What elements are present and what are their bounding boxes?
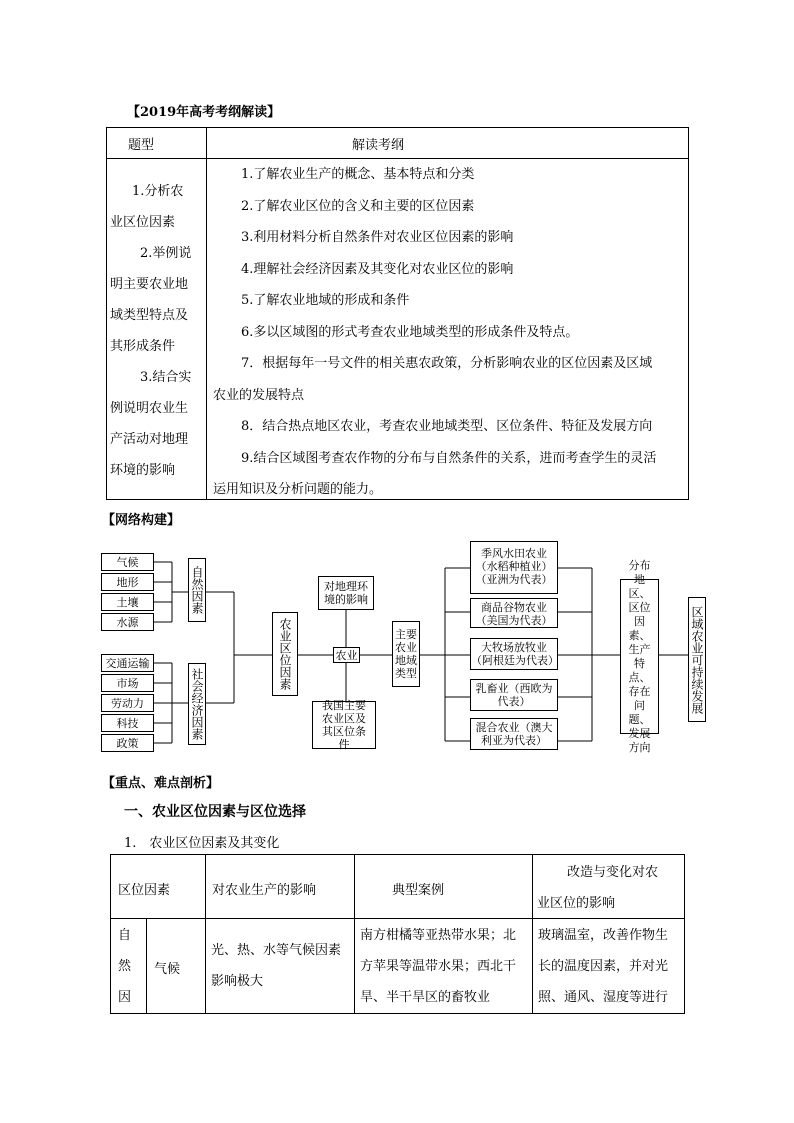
- social-factors-group: 社会经济因素: [188, 663, 206, 745]
- type-mixed: 混合农业（澳大 利亚为代表）: [470, 718, 558, 750]
- th-factor: 区位因素: [118, 883, 171, 898]
- factor-policy: 政策: [101, 734, 154, 752]
- factor-market: 市场: [101, 674, 154, 692]
- td-climate: 气候: [154, 962, 181, 977]
- features-box: 分布地区、区位因素、生产特点、存在问题、发展方向: [620, 579, 659, 734]
- syllabus-item: 2.了解农业区位的含义和主要的区位因素: [241, 198, 475, 214]
- syllabus-item: 农业的发展特点: [213, 387, 305, 403]
- network-heading: 【网络构建】: [102, 513, 181, 528]
- sustainable-box: 区域农业可持续发展: [688, 597, 706, 722]
- factor-climate: 气候: [101, 553, 154, 571]
- factor-water: 水源: [101, 613, 154, 631]
- syllabus-item: 运用知识及分析问题的能力。: [213, 482, 383, 497]
- china-main-box: 我国主要农业区及其区位条件: [312, 701, 376, 749]
- th-impact: 对农业生产的影响: [212, 883, 317, 898]
- analysis-heading: 【重点、难点剖析】: [102, 776, 220, 791]
- type-ranching: 大牧场放牧业 （阿根廷为代表）: [470, 638, 558, 670]
- syllabus-item: 3.利用材料分析自然条件对农业区位因素的影响: [241, 230, 514, 245]
- th-case: 典型案例: [392, 883, 445, 898]
- td-case: 南方柑橘等亚热带水果；北 方苹果等温带水果；西北干 旱、半干旱区的畜牧业: [360, 928, 517, 1005]
- impact-env-box: 对地理环境的影响: [318, 576, 374, 610]
- syllabus-item: 9.结合区域图考查农作物的分布与自然条件的关系，进而考查学生的灵活: [241, 450, 657, 466]
- type-monsoon-paddy: 季风水田农业 （水稻种植业） （亚洲为代表）: [470, 541, 558, 594]
- factor-terrain: 地形: [101, 573, 154, 591]
- question-types: 1.分析农 业区位因素 2.举例说 明主要农业地 域类型特点及 其形成条件 3.结合实 例说明农业生 产活动对地理 环境的影响: [110, 184, 192, 478]
- th-change: 改造与变化对农 业区位的影响: [537, 865, 659, 911]
- syllabus-item: 8．结合热点地区农业，考查农业地域类型、区位条件、特征及发展方向: [241, 419, 653, 434]
- factor-transport: 交通运输: [101, 654, 154, 672]
- type-dairy: 乳畜业（西欧为 代表）: [470, 679, 558, 711]
- syllabus-item: 1.了解农业生产的概念、基本特点和分类: [241, 167, 475, 182]
- factor-labor: 劳动力: [101, 694, 154, 712]
- col-header-syllabus: 解读考纲: [352, 138, 405, 153]
- natural-factors-group: 自然因素: [188, 558, 206, 622]
- main-types-box: 主要农业地域类型: [392, 621, 420, 687]
- syllabus-item: 7．根据每年一号文件的相关惠农政策，分析影响农业的区位因素及区域: [241, 356, 653, 371]
- type-commercial-grain: 商品谷物农业 （美国为代表）: [470, 598, 558, 628]
- syllabus-heading: 【2019年高考考纲解读】: [127, 105, 281, 120]
- syllabus-item: 5.了解农业地域的形成和条件: [241, 293, 410, 308]
- td-change: 玻璃温室，改善作物生 长的温度因素，并对光 照、通风、湿度等进行: [538, 928, 669, 1005]
- agriculture-box: 农业: [333, 647, 360, 663]
- td-impact: 光、热、水等气候因素 影响极大: [211, 943, 342, 989]
- location-factors-box: 农业区位因素: [272, 612, 298, 696]
- section-title: 一、农业区位因素与区位选择: [124, 804, 306, 820]
- td-natural-group: 自 然 因: [118, 928, 132, 1005]
- subsection-title: 1. 农业区位因素及其变化: [124, 836, 280, 851]
- factor-soil: 土壤: [101, 593, 154, 611]
- col-header-type: 题型: [128, 138, 155, 153]
- factor-technology: 科技: [101, 714, 154, 732]
- syllabus-item: 4.理解社会经济因素及其变化对农业区位的影响: [241, 261, 514, 277]
- syllabus-item: 6.多以区域图的形式考查农业地域类型的形成条件及特点。: [241, 324, 579, 340]
